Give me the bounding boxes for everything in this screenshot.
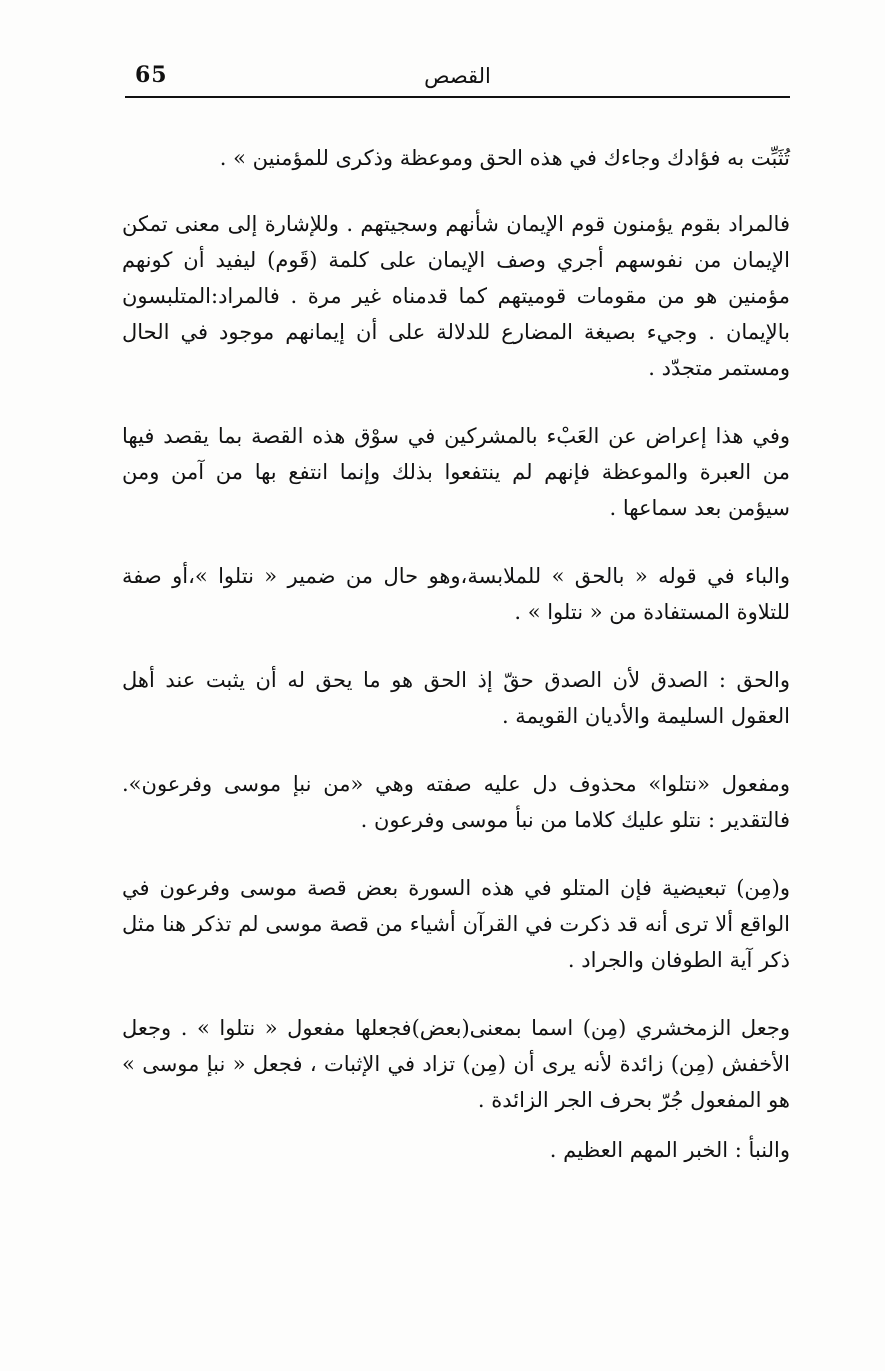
chapter-title: القصص [424,64,491,88]
page-header [125,58,790,98]
paragraph: والحق : الصدق لأن الصدق حقّ إذ الحق هو ما يحق له أن يثبت عند أهل العقول السليمة والأديان القويمة . [122,668,790,728]
paragraph: فالمراد بقوم يؤمنون قوم الإيمان شأنهم وسجيتهم . وللإشارة إلى معنى تمكن الإيمان من نفوسهم أجري وصف الإيمان على كلمة (قَوم) ليفيد أن كونهم مؤمنين هو من مقومات قوميتهم كما قدمناه غير مرة . فالمراد:المتلبسون بالإيمان . وجيء بصيغة المضارع للدلالة على أن إيمانهم موجود في الحال ومستمر متجدّد . [122,212,790,380]
paragraph: و(مِن) تبعيضية فإن المتلو في هذه السورة بعض قصة موسى وفرعون في الواقع ألا ترى أنه قد ذكرت في القرآن أشياء من قصة موسى لم تذكر هنا مثل ذكر آية الطوفان والجراد . [122,876,790,972]
paragraph: تُثَبِّت به فؤادك وجاءك في هذه الحق وموعظة وذكرى للمؤمنين » . [219,146,790,170]
header-divider [125,96,790,98]
page-body [122,140,790,1168]
page-number: 65 [135,62,168,88]
paragraph: وفي هذا إعراض عن العَبْء بالمشركين في سوْق هذه القصة بما يقصد فيها من العبرة والموعظة فإنهم لم ينتفعوا بذلك وإنما انتفع بها من آمن ومن سيؤمن بعد سماعها . [122,424,790,520]
paragraph: والباء في قوله « بالحق » للملابسة،وهو حال من ضمير « نتلوا »،أو صفة للتلاوة المستفادة من « نتلوا » . [122,564,790,624]
paragraph: ومفعول «نتلوا» محذوف دل عليه صفته وهي «من نبإ موسى وفرعون». فالتقدير : نتلو عليك كلاما من نبأ موسى وفرعون . [122,772,790,832]
paragraph: وجعل الزمخشري (مِن) اسما بمعنى(بعض)فجعلها مفعول « نتلوا » . وجعل الأخفش (مِن) زائدة لأنه يرى أن (مِن) تزاد في الإثبات ، فجعل « نبإ موسى » هو المفعول جُرّ بحرف الجر الزائدة . [122,1016,790,1112]
paragraph: والنبأ : الخبر المهم العظيم . [549,1138,790,1162]
